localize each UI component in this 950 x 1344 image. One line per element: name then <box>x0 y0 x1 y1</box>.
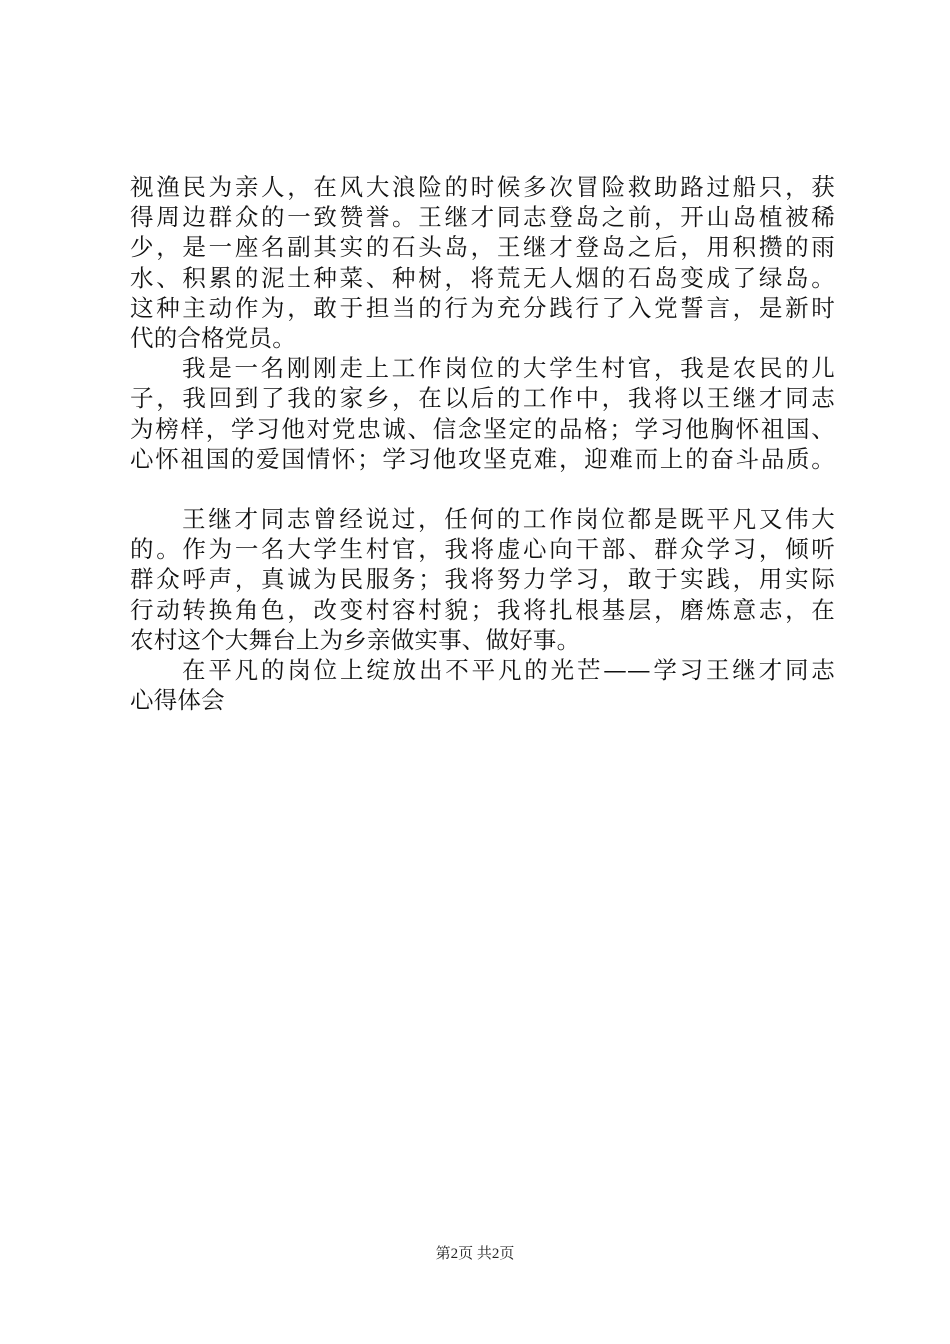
text-line: 行动转换角色，改变村容村貌；我将扎根基层，磨炼意志，在 <box>130 595 835 624</box>
text-line: 视渔民为亲人，在风大浪险的时候多次冒险救助路过船只，获 <box>130 173 835 201</box>
text-line: 的。作为一名大学生村官，我将虚心向干部、群众学习，倾听 <box>130 535 835 564</box>
text-line: 心怀祖国的爱国情怀；学习他攻坚克难，迎难而上的奋斗品质。 <box>130 444 835 473</box>
text-line: 群众呼声，真诚为民服务；我将努力学习，敢于实践，用实际 <box>130 565 835 594</box>
paragraph-spacer <box>130 474 835 504</box>
text-line: 心得体会 <box>130 686 225 715</box>
document-body <box>130 172 835 715</box>
text-line: 这种主动作为，敢于担当的行为充分践行了入党誓言，是新时 <box>130 293 835 322</box>
text-line: 为榜样，学习他对党忠诚、信念坚定的品格；学习他胸怀祖国、 <box>130 414 835 443</box>
paragraph-3 <box>130 504 835 655</box>
paragraph-4 <box>130 655 835 715</box>
text-line: 得周边群众的一致赞誉。王继才同志登岛之前，开山岛植被稀 <box>130 203 835 232</box>
text-line: 在平凡的岗位上绽放出不平凡的光芒——学习王继才同志 <box>182 656 835 684</box>
page-number-footer: 第2页 共2页 <box>435 1246 515 1262</box>
text-line: 子，我回到了我的家乡，在以后的工作中，我将以王继才同志 <box>130 384 835 413</box>
paragraph-1 <box>130 172 835 353</box>
paragraph-2 <box>130 353 835 474</box>
text-line: 农村这个大舞台上为乡亲做实事、做好事。 <box>130 625 581 654</box>
text-line: 我是一名刚刚走上工作岗位的大学生村官，我是农民的儿 <box>182 354 835 383</box>
text-line: 代的合格党员。 <box>130 323 296 352</box>
text-line: 少，是一座名副其实的石头岛，王继才登岛之后，用积攒的雨 <box>130 233 835 262</box>
text-line: 王继才同志曾经说过，任何的工作岗位都是既平凡又伟大 <box>182 505 835 534</box>
text-line: 水、积累的泥土种菜、种树，将荒无人烟的石岛变成了绿岛。 <box>130 263 835 292</box>
